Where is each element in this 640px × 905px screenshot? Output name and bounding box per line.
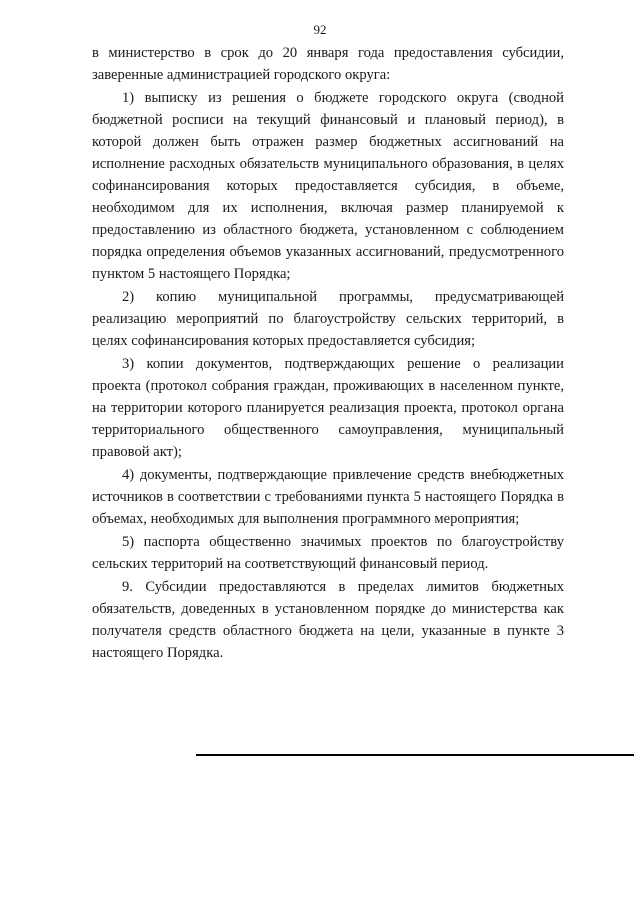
paragraph-item-2: 2) копию муниципальной программы, предусматривающей реализацию мероприятий по благоустройству сельских территорий, в целях софинансирования которых предоставляется субсидия; (92, 289, 564, 349)
paragraph-intro: в министерство в срок до 20 января года предоставления субсидии, заверенные администрацией городского округа: (92, 45, 564, 83)
paragraph-item-5: 5) паспорта общественно значимых проектов по благоустройству сельских территорий на соответствующий финансовый период. (92, 534, 564, 572)
paragraph-item-4: 4) документы, подтверждающие привлечение средств внебюджетных источников в соответствии с требованиями пункта 5 настоящего Порядка в объемах, необходимых для выполнения программного мероприятия; (92, 467, 564, 527)
page-number: 92 (313, 22, 327, 37)
paragraph-clause-9: 9. Субсидии предоставляются в пределах лимитов бюджетных обязательств, доведенных в установленном порядке до министерства как получателя средств областного бюджета на цели, указанные в пункте 3 настоящего Порядка. (92, 579, 564, 661)
document-body (92, 42, 564, 664)
paragraph-item-3: 3) копии документов, подтверждающих решение о реализации проекта (протокол собрания граждан, проживающих в населенном пункте, на территории которого планируется реализация проекта, протокол органа территориального общественного самоуправления, муниципальный правовой акт); (92, 356, 564, 460)
paragraph-item-1: 1) выписку из решения о бюджете городского округа (сводной бюджетной росписи на текущий финансовый и плановый период), в которой должен быть отражен размер бюджетных ассигнований на исполнение расходных обязательств муниципального образования, в целях софинансирования которых предоставляется субсидия, в объеме, необходимом для их исполнения, включая размер планируемой к предоставлению из областного бюджета, установленном с соблюдением порядка определения объемов указанных ассигнований, предусмотренного пунктом 5 настоящего Порядка; (92, 90, 564, 282)
horizontal-rule (196, 754, 634, 756)
